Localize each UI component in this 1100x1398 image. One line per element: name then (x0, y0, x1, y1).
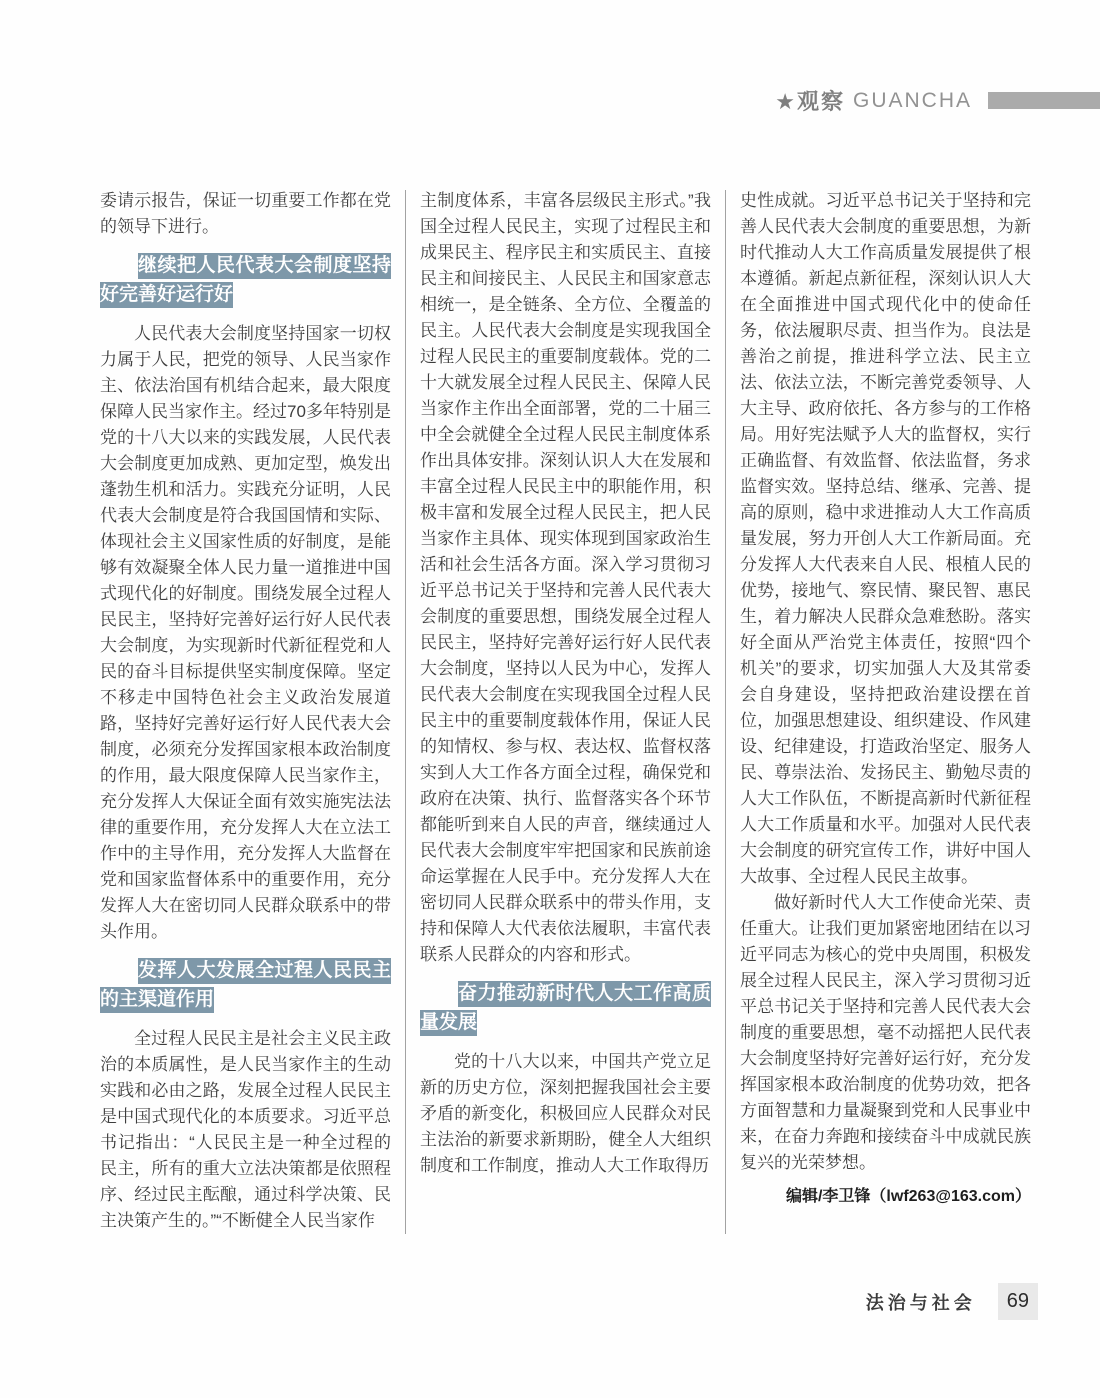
star-icon: ★ (775, 89, 797, 114)
section-title-en: GUANCHA (852, 88, 972, 112)
subheading-1 (100, 251, 391, 309)
article-body (100, 188, 1031, 1234)
subheading-1-text: 继续把人民代表大会制度坚持好完善好运行好 (100, 253, 391, 308)
section-header (775, 85, 1100, 116)
paragraph: 委请示报告，保证一切重要工作都在党的领导下进行。 (100, 191, 391, 236)
column-3 (740, 188, 1031, 1234)
paragraph: 人民代表大会制度坚持国家一切权力属于人民，把党的领导、人民当家作主、依法治国有机结合起来，最大限度保障人民当家作主。经过70多年特别是党的十八大以来的实践发展，人民代表大会制度更加成熟、更加定型，焕发出蓬勃生机和活力。实践充分证明，人民代表大会制度是符合我国国情和实际、体现社会主义国家性质的好制度，是能够有效凝聚全体人民力量一道推进中国式现代化的好制度。围绕发展全过程人民民主，坚持好完善好运行好人民代表大会制度，为实现新时代新征程党和人民的奋斗目标提供坚实制度保障。坚定不移走中国特色社会主义政治发展道路，坚持好完善好运行好人民代表大会制度，必须充分发挥国家根本政治制度的作用，最大限度保障人民当家作主，充分发挥人大保证全面有效实施宪法法律的重要作用，充分发挥人大在立法工作中的主导作用，充分发挥人大监督在党和国家监督体系中的重要作用，充分发挥人大在密切同人民群众联系中的带头作用。 (100, 324, 391, 941)
header-bar (988, 92, 1100, 109)
column-1 (100, 188, 391, 1234)
paragraph: 做好新时代人大工作使命光荣、责任重大。让我们更加紧密地团结在以习近平同志为核心的党中央周围，积极发展全过程人民民主，深入学习贯彻习近平总书记关于坚持和完善人民代表大会制度的重要思想，毫不动摇把人民代表大会制度坚持好完善好运行好，充分发挥国家根本政治制度的优势功效，把各方面智慧和力量凝聚到党和人民事业中来，在奋力奔跑和接续奋斗中成就民族复兴的光荣梦想。 (740, 893, 1031, 1172)
section-title-cn (775, 85, 845, 116)
page-footer (866, 1283, 1038, 1320)
subheading-2 (100, 956, 391, 1014)
subheading-2-text: 发挥人大发展全过程人民民主的主渠道作用 (100, 958, 391, 1013)
paragraph: 全过程人民民主是社会主义民主政治的本质属性，是人民当家作主的生动实践和必由之路，发展全过程人民民主是中国式现代化的本质要求。习近平总书记指出：“人民民主是一种全过程的民主，所有的重大立法决策都是依照程序、经过民主酝酿，通过科学决策、民主决策产生的。”“不断健全人民当家作 (100, 1029, 391, 1230)
subheading-3-text: 奋力推动新时代人大工作高质量发展 (420, 981, 711, 1036)
page-number: 69 (998, 1283, 1038, 1320)
paragraph: 史性成就。习近平总书记关于坚持和完善人民代表大会制度的重要思想，为新时代推动人大工作高质量发展提供了根本遵循。新起点新征程，深刻认识人大在全面推进中国式现代化中的使命任务，依法履职尽责、担当作为。良法是善治之前提，推进科学立法、民主立法、依法立法，不断完善党委领导、人大主导、政府依托、各方参与的工作格局。用好宪法赋予人大的监督权，实行正确监督、有效监督、依法监督，务求监督实效。坚持总结、继承、完善、提高的原则，稳中求进推动人大工作高质量发展，努力开创人大工作新局面。充分发挥人大代表来自人民、根植人民的优势，接地气、察民情、聚民智、惠民生，着力解决人民群众急难愁盼。落实好全面从严治党主体责任，按照“四个机关”的要求，切实加强人大及其常委会自身建设，坚持把政治建设摆在首位，加强思想建设、组织建设、作风建设、纪律建设，打造政治坚定、服务人民、尊崇法治、发扬民主、勤勉尽责的人大工作队伍，不断提高新时代新征程人大工作质量和水平。加强对人民代表大会制度的研究宣传工作，讲好中国人大故事、全过程人民民主故事。 (740, 191, 1031, 886)
column-2 (420, 188, 711, 1234)
section-name: 观察 (796, 89, 845, 114)
subheading-3 (420, 979, 711, 1037)
column-divider (725, 190, 726, 1234)
paragraph: 主制度体系，丰富各层级民主形式。”我国全过程人民民主，实现了过程民主和成果民主、程序民主和实质民主、直接民主和间接民主、人民民主和国家意志相统一，是全链条、全方位、全覆盖的民主。人民代表大会制度是实现我国全过程人民民主的重要制度载体。党的二十大就发展全过程人民民主、保障人民当家作主作出全面部署，党的二十届三中全会就健全全过程人民民主制度体系作出具体安排。深刻认识人大在发展和丰富全过程人民民主中的职能作用，积极丰富和发展全过程人民民主，把人民当家作主具体、现实体现到国家政治生活和社会生活各方面。深入学习贯彻习近平总书记关于坚持和完善人民代表大会制度的重要思想，围绕发展全过程人民民主，坚持好完善好运行好人民代表大会制度，坚持以人民为中心，发挥人民代表大会制度在实现我国全过程人民民主中的重要制度载体作用，保证人民的知情权、参与权、表达权、监督权落实到人大工作各方面全过程，确保党和政府在决策、执行、监督落实各个环节都能听到来自人民的声音，继续通过人民代表大会制度牢牢把国家和民族前途命运掌握在人民手中。充分发挥人大在密切同人民群众联系中的带头作用，支持和保障人大代表依法履职，丰富代表联系人民群众的内容和形式。 (420, 191, 711, 964)
column-divider (405, 190, 406, 1234)
editor-credit: 编辑/李卫锋（lwf263@163.com） (785, 1188, 1031, 1205)
paragraph: 党的十八大以来，中国共产党立足新的历史方位，深刻把握我国社会主要矛盾的新变化，积极回应人民群众对民主法治的新要求新期盼，健全人大组织制度和工作制度，推动人大工作取得历 (420, 1052, 711, 1175)
magazine-title: 法治与社会 (865, 1292, 976, 1313)
